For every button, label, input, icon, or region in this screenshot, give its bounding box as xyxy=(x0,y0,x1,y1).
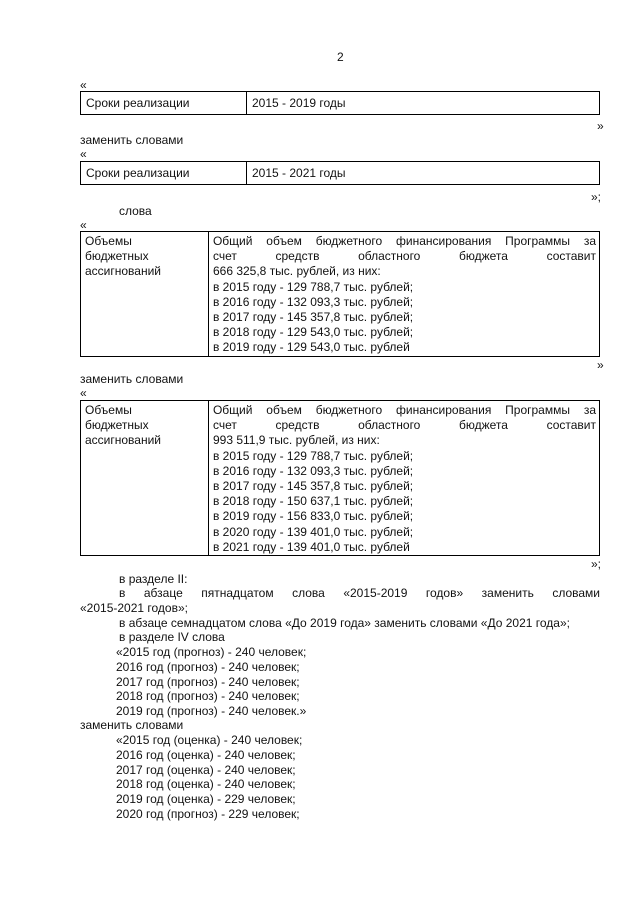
budget-total: 993 511,9 тыс. рублей, из них: xyxy=(212,433,380,448)
budget-label-cell xyxy=(81,401,209,556)
budget-year-line: в 2015 году - 129 788,7 тыс. рублей; xyxy=(212,279,414,294)
budget-label-line: бюджетных xyxy=(85,249,149,264)
deadline-table-new xyxy=(80,161,600,185)
open-quote: « xyxy=(80,218,87,232)
budget-table-old xyxy=(80,231,600,357)
budget-label-line: Объемы xyxy=(85,403,132,417)
deadline-label: Сроки реализации xyxy=(81,162,247,185)
close-quote-semicolon: »; xyxy=(591,190,602,204)
section2-para1-text: в абзаце пятнадцатом слова «2015-2019 годов» заменить словами xyxy=(119,586,600,600)
close-quote: » xyxy=(597,358,604,372)
estimate-line: 2019 год (оценка) - 229 человек; xyxy=(116,792,296,807)
budget-label-line: бюджетных xyxy=(85,418,149,433)
budget-intro: счет средств областного бюджета составит xyxy=(212,249,596,264)
open-quote: « xyxy=(80,147,87,161)
forecast-line: 2018 год (прогноз) - 240 человек; xyxy=(116,689,300,704)
estimate-line: «2015 год (оценка) - 240 человек; xyxy=(116,733,303,747)
budget-year-line: в 2016 году - 132 093,3 тыс. рублей; xyxy=(212,294,414,309)
section4-heading: в разделе IV слова xyxy=(119,630,225,644)
budget-label-line: ассигнований xyxy=(85,264,162,279)
replace-with-label: заменить словами xyxy=(80,372,184,386)
budget-year-line: в 2019 году - 156 833,0 тыс. рублей; xyxy=(212,509,414,524)
budget-year-line: в 2017 году - 145 357,8 тыс. рублей; xyxy=(212,479,414,494)
budget-year-line: в 2019 году - 129 543,0 тыс. рублей xyxy=(212,340,410,355)
replace-with-label: заменить словами xyxy=(80,133,184,147)
estimate-line: 2020 год (прогноз) - 229 человек; xyxy=(116,806,300,821)
budget-intro: счет средств областного бюджета составит xyxy=(212,418,596,433)
word-slova: слова xyxy=(119,204,152,218)
section2-para1-line1 xyxy=(119,586,600,600)
budget-year-line: в 2015 году - 129 788,7 тыс. рублей; xyxy=(212,448,414,463)
section2-para1-line2: «2015-2021 годов»; xyxy=(80,601,188,615)
budget-label-cell xyxy=(81,232,209,357)
budget-value-cell xyxy=(208,232,599,357)
budget-label-line: Объемы xyxy=(85,234,132,248)
estimate-line: 2018 год (оценка) - 240 человек; xyxy=(116,777,296,792)
replace-with-label: заменить словами xyxy=(80,718,184,732)
section4-old-list xyxy=(116,645,306,719)
open-quote: « xyxy=(80,78,87,92)
deadline-value: 2015 - 2021 годы xyxy=(247,162,600,185)
section2-para2: в абзаце семнадцатом слова «До 2019 года» заменить словами «До 2021 года»; xyxy=(119,616,570,630)
budget-table-new xyxy=(80,400,600,556)
budget-year-line: в 2021 году - 139 401,0 тыс. рублей xyxy=(212,539,410,554)
forecast-line: 2016 год (прогноз) - 240 человек; xyxy=(116,659,300,674)
budget-year-line: в 2020 году - 139 401,0 тыс. рублей; xyxy=(212,524,414,539)
deadline-table-old xyxy=(80,91,600,115)
close-quote-semicolon: »; xyxy=(591,557,602,571)
budget-total: 666 325,8 тыс. рублей, из них: xyxy=(212,264,381,279)
budget-year-line: в 2017 году - 145 357,8 тыс. рублей; xyxy=(212,310,414,325)
estimate-line: 2017 год (оценка) - 240 человек; xyxy=(116,762,296,777)
forecast-line: 2017 год (прогноз) - 240 человек; xyxy=(116,674,300,689)
budget-intro: Общий объем бюджетного финансирования Программы за xyxy=(212,403,596,417)
close-quote: » xyxy=(597,119,604,133)
page-number: 2 xyxy=(337,50,344,64)
budget-value-cell xyxy=(208,401,599,556)
forecast-line: 2019 год (прогноз) - 240 человек.» xyxy=(116,704,307,719)
open-quote: « xyxy=(80,386,87,400)
budget-year-line: в 2018 году - 129 543,0 тыс. рублей; xyxy=(212,325,414,340)
forecast-line: «2015 год (прогноз) - 240 человек; xyxy=(116,645,307,659)
budget-year-line: в 2016 году - 132 093,3 тыс. рублей; xyxy=(212,463,414,478)
section4-new-list xyxy=(116,733,302,822)
section2-heading: в разделе II: xyxy=(119,572,188,586)
estimate-line: 2016 год (оценка) - 240 человек; xyxy=(116,747,296,762)
budget-year-line: в 2018 году - 150 637,1 тыс. рублей; xyxy=(212,494,414,509)
deadline-label: Сроки реализации xyxy=(81,92,247,115)
budget-intro: Общий объем бюджетного финансирования Программы за xyxy=(212,234,596,248)
budget-label-line: ассигнований xyxy=(85,433,162,448)
deadline-value: 2015 - 2019 годы xyxy=(247,92,600,115)
